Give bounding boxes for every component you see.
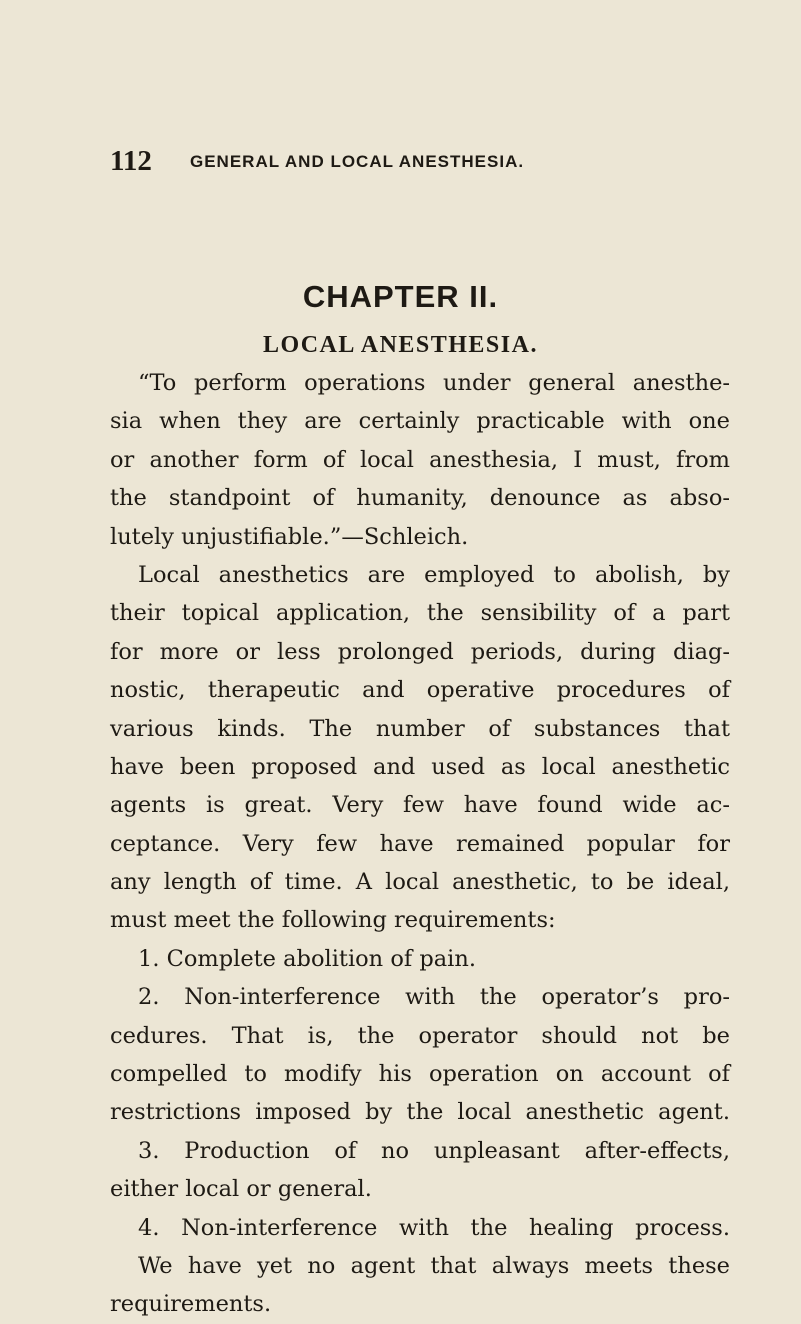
text-line: restrictions imposed by the local anesthetic agent. [110,1099,730,1126]
text-line: nostic, therapeutic and operative procedures of [110,677,730,704]
text-line: requirements. [110,1291,272,1318]
list-item: 3. Production of no unpleasant after-effects, [138,1137,730,1164]
list-item: 4. Non-interference with the healing process. [138,1214,730,1241]
running-head [110,146,730,176]
text-line: various kinds. The number of substances that [110,715,730,742]
text-line: have been proposed and used as local anesthetic [110,753,730,780]
chapter-title: CHAPTER II. [302,279,499,314]
text-line: the standpoint of humanity, denounce as abso- [110,485,730,512]
text-line: sia when they are certainly practicable with one [110,408,730,435]
text-line: must meet the following requirements: [110,907,556,934]
text-line: for more or less prolonged periods, during diag- [110,638,730,665]
text-line: “To perform operations under general anesthe- [138,370,730,396]
list-item: 2. Non-interference with the operator’s pro- [138,984,730,1011]
text-line: compelled to modify his operation on account of [110,1061,730,1088]
text-line: or another form of local anesthesia, I must, from [110,446,730,473]
section-title: LOCAL ANESTHESIA. [263,332,538,358]
list-item: 1. Complete abolition of pain. [138,945,477,972]
body-text [110,364,730,1324]
text-line: We have yet no agent that always meets these [138,1252,730,1279]
text-line: cedures. That is, the operator should not be [110,1022,730,1049]
text-line: lutely unjustifiable.”—Schleich. [110,523,469,550]
text-line: ceptance. Very few have remained popular for [110,830,730,857]
text-line: either local or general. [110,1176,372,1203]
page-number: 112 [110,145,152,177]
text-line: their topical application, the sensibility of a part [110,600,730,627]
running-title: GENERAL AND LOCAL ANESTHESIA. [190,152,525,171]
text-line: Local anesthetics are employed to abolish, by [138,561,730,588]
text-line: agents is great. Very few have found wide ac- [110,792,730,819]
text-line: any length of time. A local anesthetic, to be ideal, [110,869,730,896]
